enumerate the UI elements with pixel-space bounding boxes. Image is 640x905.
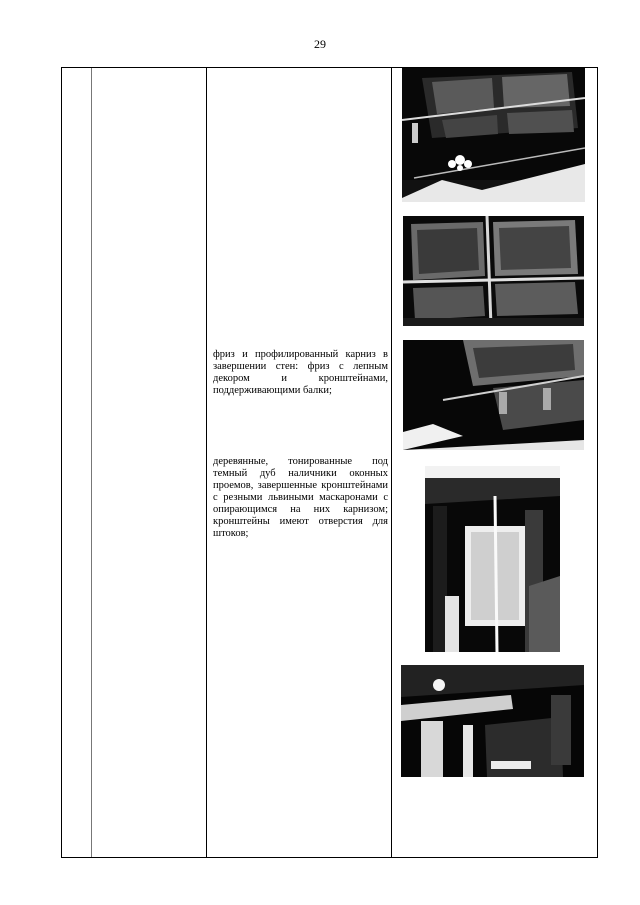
photo-frieze-brackets [403, 340, 584, 450]
description-frieze-cornice: фриз и профилированный карниз в завершении стен: фриз с лепным декором и кронштейнами, поддерживающими балки; [213, 349, 388, 396]
description-window-casings: деревянные, тонированные под темный дуб наличники оконных проемов, завершенные кронштейнами с резными львиными маскаронами с опирающимся на них карнизом; кронштейны имеют отверстия для штоков; [213, 456, 388, 539]
column-divider [206, 68, 207, 857]
photo-cornice-window [401, 665, 584, 777]
page-number: 29 [314, 37, 326, 51]
column-divider [91, 68, 92, 857]
photo-window-casing [425, 466, 560, 652]
column-divider [391, 68, 392, 857]
photo-ceiling-chandelier [402, 68, 585, 202]
photo-ceiling-panels [403, 216, 584, 326]
